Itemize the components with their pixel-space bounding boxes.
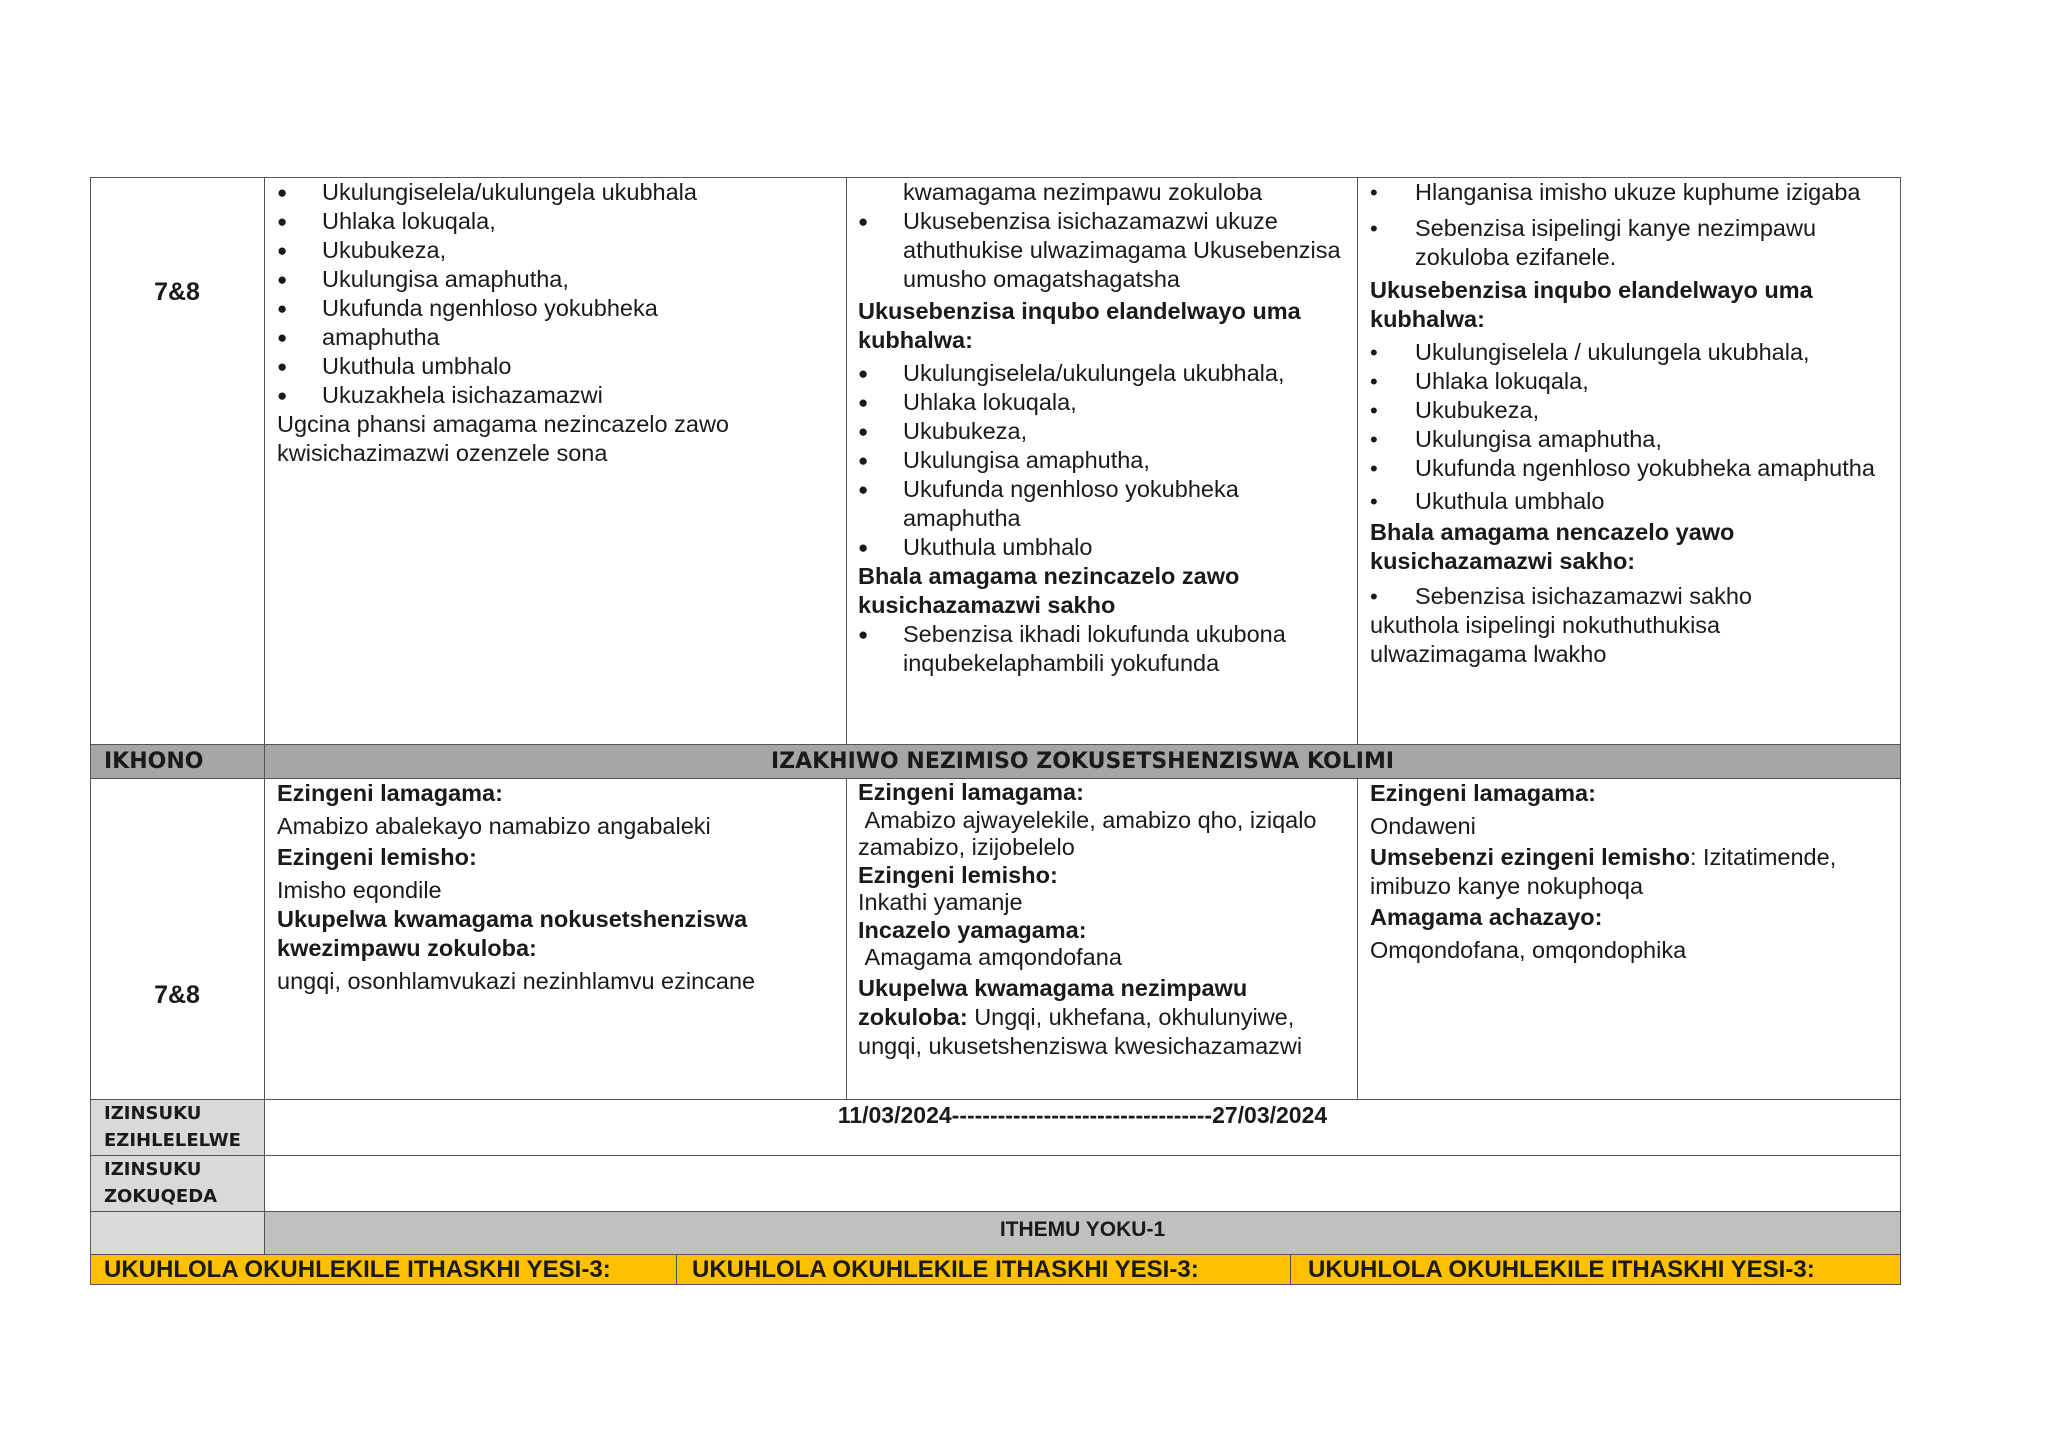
body-text: Omqondofana, omqondophika [1370, 937, 1687, 963]
list-item: • Ukuthula umbhalo [1370, 487, 1890, 516]
list-item: • Sebenzisa isipelingi kanye nezimpawu zokuloba ezifanele. [1370, 214, 1890, 272]
body-text: Amabizo abalekayo namabizo angabaleki [277, 813, 711, 839]
grid-line [90, 1284, 1901, 1285]
punctuation-paragraph [858, 974, 1338, 1061]
list-item: • Ukufunda ngenhloso yokubheka amaphutha [1370, 454, 1890, 483]
intro-text: kwamagama nezimpawu zokuloba [903, 179, 1263, 205]
section-heading: Umsebenzi ezingeni lemisho [1370, 844, 1690, 870]
label-line: ZOKUQEDA [104, 1186, 218, 1207]
list-item: • Uhlaka lokuqala, [1370, 367, 1890, 396]
list-item: ● Uhlaka lokuqala, [858, 388, 1343, 417]
done-dates-label [104, 1156, 217, 1210]
continued-text: ukuthola isipelingi nokuthuthukisa ulwazimagama lwakho [1370, 612, 1721, 667]
body-text: Ondaweni [1370, 813, 1476, 839]
grid-line [90, 744, 1901, 745]
sentence-list [1370, 178, 1890, 272]
list-item: ● Ukuzakhela isichazamazwi [277, 381, 837, 410]
list-item: • Ukulungisa amaphutha, [1370, 425, 1890, 454]
section-heading: Ukusebenzisa inqubo elandelwayo uma kubhalwa: [858, 298, 1301, 353]
grid-line [90, 177, 91, 1284]
list-item: ● Ukulungiselela/ukulungela ukubhala [277, 178, 837, 207]
body-text: Inkathi yamanje [858, 889, 1023, 915]
list-item: • Ukubukeza, [1370, 396, 1890, 425]
list-item: ● Ukufunda ngenhloso yokubheka [277, 294, 837, 323]
planned-dates-value: 11/03/2024----------------------------------27/03/2024 [837, 1102, 1328, 1128]
dictionary-list [858, 207, 1343, 294]
writing-process-list [858, 359, 1343, 562]
reading-list [858, 620, 1343, 678]
label-line: IZINSUKU [104, 1159, 202, 1180]
section-heading: Incazelo yamagama: [858, 916, 1087, 943]
grade-label: 7&8 [154, 981, 200, 1009]
section-heading: Ezingeni lamagama: [1370, 780, 1596, 806]
section-heading: Ezingeni lamagama: [858, 779, 1084, 805]
grid-line [90, 1211, 1901, 1212]
section-heading: Ukusebenzisa inqubo elandelwayo uma kubhalwa: [1370, 277, 1813, 332]
skill-column-header: IKHONO [104, 749, 204, 774]
list-item: • Ukulungiselela / ukulungela ukubhala, [1370, 338, 1890, 367]
theme-title: ITHEMU YOKU-1 [999, 1218, 1166, 1241]
dictionary-list [1370, 582, 1890, 611]
section-heading: Bhala amagama nezincazelo zawo kusichazamazwi sakho [858, 563, 1240, 618]
assessment-task-label: UKUHLOLA OKUHLEKILE ITHASKHI YESI-3: [1308, 1256, 1815, 1283]
writing-process-list [1370, 338, 1890, 516]
skills-column-2 [858, 178, 1343, 678]
skills-column-3 [1370, 178, 1890, 669]
assessment-task-label: UKUHLOLA OKUHLEKILE ITHASKHI YESI-3: [692, 1256, 1199, 1283]
assessment-task-label: UKUHLOLA OKUHLEKILE ITHASKHI YESI-3: [104, 1256, 611, 1283]
grid-line [90, 1254, 1901, 1255]
note-text: Ugcina phansi amagama nezincazelo zawo kwisichazimazwi ozenzele sona [277, 411, 729, 466]
grid-line [90, 1155, 1901, 1156]
list-item: ● Ukuthula umbhalo [858, 533, 1343, 562]
section-heading: Ezingeni lemisho: [277, 844, 477, 870]
grid-line [1357, 778, 1358, 1099]
list-item: ● Ukulungisa amaphutha, [277, 265, 837, 294]
section-heading: Ukupelwa kwamagama nezimpawu zokuloba: [858, 974, 1248, 1030]
list-item: ● Ukubukeza, [858, 417, 1343, 446]
list-item: ● Ukulungiselela/ukulungela ukubhala, [858, 359, 1343, 388]
grid-line [90, 1099, 1901, 1100]
list-item: ● Ukulungisa amaphutha, [858, 446, 1343, 475]
section-heading: Amagama achazayo: [1370, 904, 1603, 930]
planned-dates-label [104, 1100, 241, 1154]
sentence-level-paragraph [1370, 843, 1890, 901]
section-heading: Ukupelwa kwamagama nokusetshenziswa kwezimpawu zokuloba: [277, 906, 748, 961]
section-heading: Bhala amagama nencazelo yawo kusichazamazwi sakho: [1370, 519, 1735, 574]
label-line: EZIHLELELWE [104, 1130, 241, 1151]
grid-line [264, 177, 265, 1254]
list-item: • Hlanganisa imisho ukuze kuphume izigaba [1370, 178, 1890, 207]
list-item: ● Ukusebenzisa isichazamazwi ukuze athuthukise ulwazimagama Ukusebenzisa umusho omagatshagatsha [858, 207, 1343, 294]
grid-line [846, 778, 847, 1099]
body-text: ungqi, osonhlamvukazi nezinhlamvu ezincane [277, 968, 756, 994]
grid-line [846, 177, 847, 744]
body-text: Amabizo ajwayelekile, amabizo qho, iziqalo zamabizo, izijobelelo [858, 806, 1324, 860]
skills-column-1 [277, 178, 837, 468]
theme-left-bg [90, 1211, 264, 1254]
body-text: : Izitatimende, imibuzo kanye nokuphoqa [1370, 844, 1837, 899]
list-item: ● Ukufunda ngenhloso yokubheka amaphutha [858, 475, 1343, 533]
writing-process-list [277, 178, 837, 410]
section-heading: Ezingeni lamagama: [277, 780, 503, 806]
body-text: Ungqi, ukhefana, okhulunyiwe, ungqi, ukusetshenziswa kwesichazamazwi [858, 1003, 1303, 1059]
body-text: Amagama amqondofana [858, 944, 1122, 970]
list-item: ● Uhlaka lokuqala, [277, 207, 837, 236]
list-item: ● Ukuthula umbhalo [277, 352, 837, 381]
list-item: • Sebenzisa isichazamazwi sakho [1370, 582, 1890, 611]
section-title: IZAKHIWO NEZIMISO ZOKUSETSHENZISWA KOLIMI [770, 749, 1395, 774]
grid-line [1290, 1254, 1291, 1284]
section-heading: Ezingeni lemisho: [858, 861, 1058, 888]
language-column-3 [1370, 779, 1890, 965]
grid-line [1357, 177, 1358, 744]
list-item: ● amaphutha [277, 323, 837, 352]
label-line: IZINSUKU [104, 1103, 202, 1124]
body-text: Imisho eqondile [277, 877, 442, 903]
list-item: ● Sebenzisa ikhadi lokufunda ukubona inqubekelaphambili yokufunda [858, 620, 1343, 678]
language-column-1 [277, 779, 837, 996]
grid-line [676, 1254, 677, 1284]
language-column-2 [858, 779, 1353, 1061]
list-item: ● Ukubukeza, [277, 236, 837, 265]
grade-label: 7&8 [154, 278, 200, 306]
